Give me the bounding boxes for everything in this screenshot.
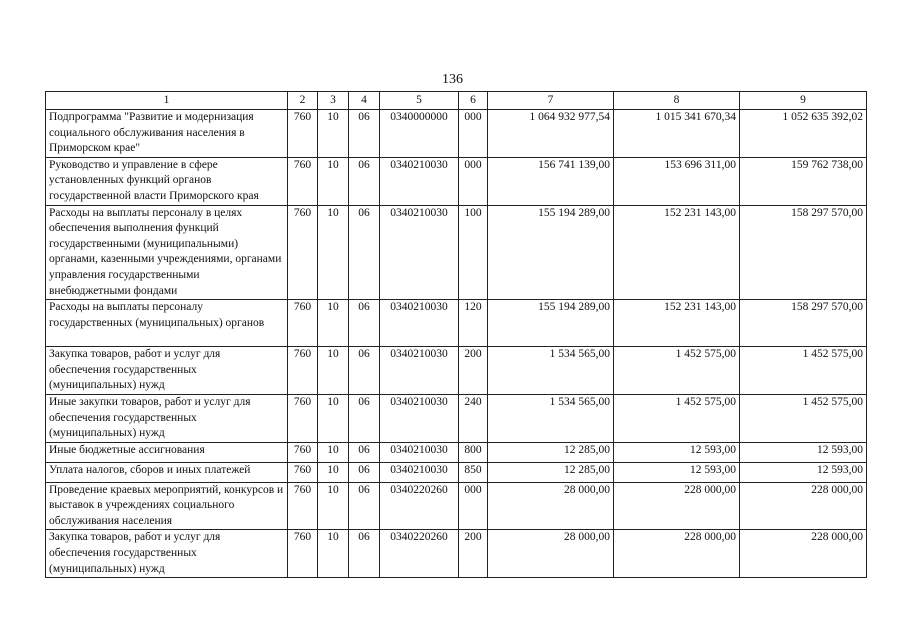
cell-amount-col9: 12 593,00	[740, 462, 867, 482]
row-name: Руководство и управление в сфере установленных функций органов государственной власти Приморского края	[46, 157, 288, 205]
cell-amount-col8: 1 015 341 670,34	[614, 110, 740, 158]
cell-amount-col7: 12 285,00	[488, 462, 614, 482]
cell-amount-col9: 158 297 570,00	[740, 205, 867, 300]
column-header: 1	[46, 92, 288, 110]
cell-ministry-code: 760	[288, 347, 318, 395]
header-row	[46, 92, 867, 110]
cell-amount-col9: 228 000,00	[740, 530, 867, 578]
cell-target-code: 0340210030	[380, 205, 459, 300]
cell-section-code: 10	[318, 347, 349, 395]
cell-amount-col7: 155 194 289,00	[488, 205, 614, 300]
cell-amount-col9: 1 452 575,00	[740, 347, 867, 395]
cell-target-code: 0340210030	[380, 347, 459, 395]
cell-ministry-code: 760	[288, 462, 318, 482]
cell-section-code: 10	[318, 482, 349, 530]
cell-subsection-code: 06	[349, 462, 380, 482]
table-row	[46, 442, 867, 462]
cell-amount-col7: 155 194 289,00	[488, 300, 614, 347]
cell-subsection-code: 06	[349, 482, 380, 530]
cell-subsection-code: 06	[349, 530, 380, 578]
page-number: 136	[442, 72, 463, 87]
budget-table	[45, 91, 867, 578]
cell-amount-col8: 1 452 575,00	[614, 347, 740, 395]
cell-ministry-code: 760	[288, 394, 318, 442]
cell-ministry-code: 760	[288, 110, 318, 158]
cell-expense-type: 200	[459, 347, 488, 395]
cell-amount-col8: 12 593,00	[614, 462, 740, 482]
cell-expense-type: 850	[459, 462, 488, 482]
cell-expense-type: 000	[459, 110, 488, 158]
cell-target-code: 0340220260	[380, 530, 459, 578]
cell-target-code: 0340210030	[380, 462, 459, 482]
column-header: 6	[459, 92, 488, 110]
row-name: Иные бюджетные ассигнования	[46, 442, 288, 462]
cell-ministry-code: 760	[288, 442, 318, 462]
table-row	[46, 110, 867, 158]
row-name: Уплата налогов, сборов и иных платежей	[46, 462, 288, 482]
cell-section-code: 10	[318, 110, 349, 158]
cell-target-code: 0340210030	[380, 394, 459, 442]
table-row	[46, 205, 867, 300]
cell-subsection-code: 06	[349, 442, 380, 462]
cell-expense-type: 000	[459, 482, 488, 530]
cell-expense-type: 800	[459, 442, 488, 462]
column-header: 5	[380, 92, 459, 110]
cell-amount-col7: 12 285,00	[488, 442, 614, 462]
cell-amount-col7: 28 000,00	[488, 530, 614, 578]
table-row	[46, 394, 867, 442]
cell-target-code: 0340210030	[380, 300, 459, 347]
cell-subsection-code: 06	[349, 110, 380, 158]
cell-expense-type: 200	[459, 530, 488, 578]
cell-section-code: 10	[318, 462, 349, 482]
row-name: Расходы на выплаты персоналу государственных (муниципальных) органов	[46, 300, 288, 347]
cell-section-code: 10	[318, 394, 349, 442]
cell-target-code: 0340000000	[380, 110, 459, 158]
row-name: Проведение краевых мероприятий, конкурсов и выставок в учреждениях социального обслуживания населения	[46, 482, 288, 530]
cell-amount-col9: 1 452 575,00	[740, 394, 867, 442]
table-row	[46, 482, 867, 530]
cell-amount-col7: 156 741 139,00	[488, 157, 614, 205]
row-name: Иные закупки товаров, работ и услуг для обеспечения государственных (муниципальных) нужд	[46, 394, 288, 442]
column-header: 7	[488, 92, 614, 110]
cell-subsection-code: 06	[349, 347, 380, 395]
cell-amount-col9: 158 297 570,00	[740, 300, 867, 347]
cell-ministry-code: 760	[288, 157, 318, 205]
row-name: Подпрограмма "Развитие и модернизация социального обслуживания населения в Приморском крае"	[46, 110, 288, 158]
cell-target-code: 0340210030	[380, 157, 459, 205]
cell-amount-col8: 12 593,00	[614, 442, 740, 462]
cell-amount-col9: 228 000,00	[740, 482, 867, 530]
cell-amount-col7: 28 000,00	[488, 482, 614, 530]
column-header: 4	[349, 92, 380, 110]
cell-section-code: 10	[318, 300, 349, 347]
table-row	[46, 347, 867, 395]
column-header: 2	[288, 92, 318, 110]
row-name: Расходы на выплаты персоналу в целях обеспечения выполнения функций государственными (муниципальными) органами, казенными учреждениями, органами управления государственными внебюджетными фондами	[46, 205, 288, 300]
cell-expense-type: 000	[459, 157, 488, 205]
column-header: 8	[614, 92, 740, 110]
cell-section-code: 10	[318, 157, 349, 205]
cell-subsection-code: 06	[349, 394, 380, 442]
cell-amount-col7: 1 064 932 977,54	[488, 110, 614, 158]
cell-amount-col8: 228 000,00	[614, 482, 740, 530]
cell-section-code: 10	[318, 530, 349, 578]
cell-section-code: 10	[318, 442, 349, 462]
cell-ministry-code: 760	[288, 530, 318, 578]
table-row	[46, 300, 867, 347]
cell-amount-col9: 12 593,00	[740, 442, 867, 462]
table-row	[46, 530, 867, 578]
cell-ministry-code: 760	[288, 205, 318, 300]
table-row	[46, 462, 867, 482]
cell-ministry-code: 760	[288, 300, 318, 347]
cell-amount-col8: 152 231 143,00	[614, 300, 740, 347]
cell-subsection-code: 06	[349, 300, 380, 347]
row-name: Закупка товаров, работ и услуг для обеспечения государственных (муниципальных) нужд	[46, 347, 288, 395]
cell-expense-type: 240	[459, 394, 488, 442]
cell-amount-col8: 228 000,00	[614, 530, 740, 578]
cell-amount-col9: 159 762 738,00	[740, 157, 867, 205]
cell-amount-col8: 152 231 143,00	[614, 205, 740, 300]
column-header: 3	[318, 92, 349, 110]
cell-expense-type: 120	[459, 300, 488, 347]
cell-section-code: 10	[318, 205, 349, 300]
row-name: Закупка товаров, работ и услуг для обеспечения государственных (муниципальных) нужд	[46, 530, 288, 578]
cell-target-code: 0340220260	[380, 482, 459, 530]
cell-amount-col8: 153 696 311,00	[614, 157, 740, 205]
cell-amount-col8: 1 452 575,00	[614, 394, 740, 442]
column-header: 9	[740, 92, 867, 110]
cell-subsection-code: 06	[349, 157, 380, 205]
cell-amount-col7: 1 534 565,00	[488, 394, 614, 442]
cell-target-code: 0340210030	[380, 442, 459, 462]
cell-ministry-code: 760	[288, 482, 318, 530]
cell-expense-type: 100	[459, 205, 488, 300]
cell-amount-col7: 1 534 565,00	[488, 347, 614, 395]
cell-amount-col9: 1 052 635 392,02	[740, 110, 867, 158]
table-row	[46, 157, 867, 205]
cell-subsection-code: 06	[349, 205, 380, 300]
